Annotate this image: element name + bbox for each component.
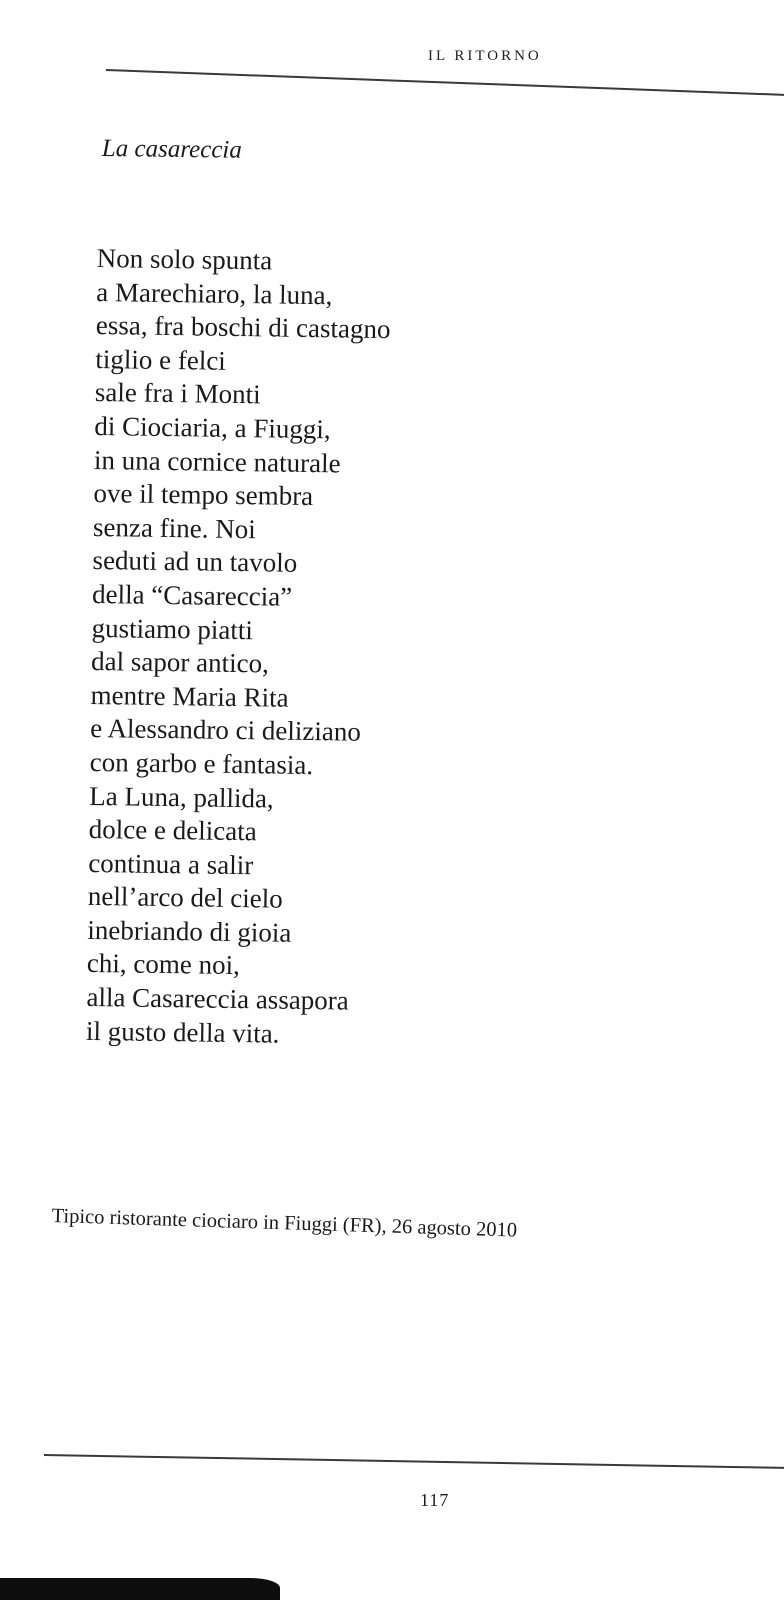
- verse-line: continua a salir: [88, 847, 254, 880]
- verse-line: in una cornice naturale: [93, 444, 341, 478]
- verse-line: inebriando di gioia: [87, 914, 292, 948]
- verse-line: a Marechiaro, la luna,: [96, 276, 333, 310]
- verse-line: dal sapor antico,: [90, 646, 270, 679]
- verse-line: e Alessandro ci deliziano: [90, 713, 362, 748]
- verse-line: Non solo spunta: [96, 242, 273, 276]
- verse-line: sale fra i Monti: [94, 377, 261, 410]
- verse-line: essa, fra boschi di castagno: [95, 310, 391, 345]
- verse-line: mentre Maria Rita: [90, 679, 289, 713]
- poem-note: Tipico ristorante ciociaro in Fiuggi (FR), 26 agosto 2010: [51, 1205, 518, 1242]
- footer-rule: [44, 1454, 784, 1469]
- verse-line: La Luna, pallida,: [89, 780, 274, 814]
- verse-line: di Ciociaria, a Fiuggi,: [94, 410, 331, 445]
- poem-title: La casareccia: [101, 135, 243, 164]
- verse-line: senza fine. Noi: [92, 511, 256, 544]
- poem-body: [86, 242, 392, 1052]
- scan-edge-shadow: [0, 1578, 280, 1600]
- verse-line: con garbo e fantasia.: [89, 746, 314, 780]
- verse-line: gustiamo piatti: [91, 612, 254, 645]
- verse-line: tiglio e felci: [95, 343, 227, 376]
- verse-line: dolce e delicata: [88, 814, 257, 847]
- verse-line: chi, come noi,: [86, 948, 241, 981]
- page-number: 117: [420, 1490, 450, 1510]
- running-header: IL RITORNO: [428, 48, 542, 64]
- verse-line: della “Casareccia”: [91, 578, 293, 612]
- header-rule: [106, 69, 784, 96]
- verse-line: il gusto della vita.: [85, 1015, 280, 1049]
- verse-line: seduti ad un tavolo: [92, 545, 298, 579]
- verse-line: ove il tempo sembra: [93, 478, 314, 512]
- verse-line: nell’arco del cielo: [87, 881, 283, 914]
- verse-line: alla Casareccia assapora: [86, 981, 349, 1016]
